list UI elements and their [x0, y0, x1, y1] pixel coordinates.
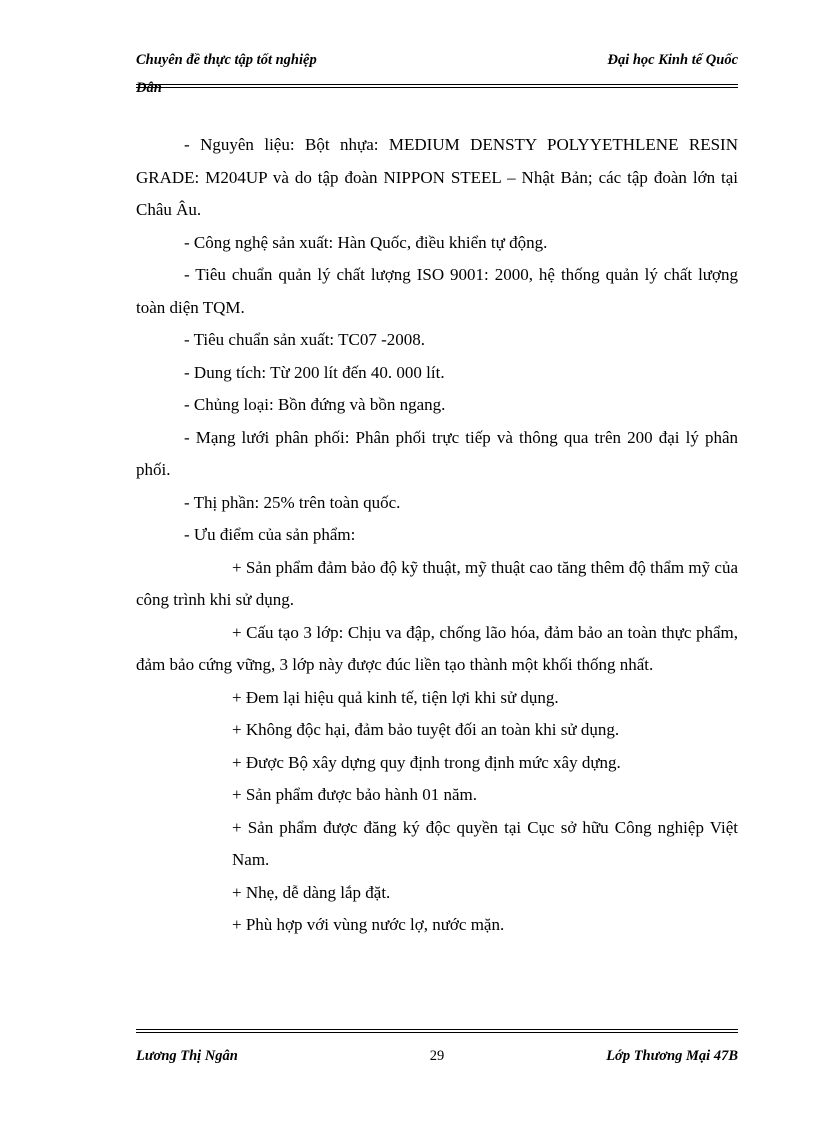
header-right-wrap: Dân — [136, 80, 162, 96]
advantage-item: + Sản phẩm được đăng ký độc quyền tại Cục sở hữu Công nghiệp Việt Nam. — [232, 817, 738, 869]
paragraph-capacity: - Dung tích: Từ 200 lít đến 40. 000 lít. — [184, 362, 445, 382]
paragraph-raw-material: - Nguyên liệu: Bột nhựa: MEDIUM DENSTY POLYYETHLENE RESIN GRADE: M204UP và do tập đoàn NIPPON STEEL – Nhật Bản; các tập đoàn lớn tại Châu Âu. — [136, 135, 738, 219]
paragraph-production-standard: - Tiêu chuẩn sản xuất: TC07 -2008. — [184, 330, 425, 349]
advantage-item: + Phù hợp với vùng nước lợ, nước mặn. — [232, 915, 505, 934]
advantage-item: + Không độc hại, đảm bảo tuyệt đối an toàn khi sử dụng. — [232, 720, 620, 739]
footer-author: Lương Thị Ngân — [136, 1048, 238, 1064]
document-body — [136, 129, 738, 942]
paragraph-market-share: - Thị phần: 25% trên toàn quốc. — [184, 492, 401, 512]
paragraph-quality-standard: - Tiêu chuẩn quản lý chất lượng ISO 9001: 2000, hệ thống quản lý chất lượng toàn diện TQM. — [136, 265, 738, 317]
advantage-item: + Đem lại hiệu quả kinh tế, tiện lợi khi sử dụng. — [232, 687, 559, 707]
header-rule — [136, 84, 738, 88]
footer-class: Lớp Thương Mại 47B — [606, 1048, 738, 1064]
paragraph-technology: - Công nghệ sản xuất: Hàn Quốc, điều khiển tự động. — [184, 232, 548, 252]
advantage-item: + Được Bộ xây dựng quy định trong định mức xây dựng. — [232, 752, 621, 772]
advantage-item: + Sản phẩm được bảo hành 01 năm. — [232, 785, 477, 804]
advantage-item: + Sản phẩm đảm bảo độ kỹ thuật, mỹ thuật cao tăng thêm độ thẩm mỹ của công trình khi sử dụng. — [136, 557, 738, 609]
advantage-item: + Cấu tạo 3 lớp: Chịu va đập, chống lão hóa, đảm bảo an toàn thực phẩm, đảm bảo cứng vững, 3 lớp này được đúc liền tạo thành một khối thống nhất. — [136, 622, 738, 674]
advantage-item: + Nhẹ, dễ dàng lắp đặt. — [232, 882, 391, 902]
footer-rule — [136, 1029, 738, 1033]
header-right-title: Đại học Kinh tế Quốc — [607, 52, 738, 68]
paragraph-distribution: - Mạng lưới phân phối: Phân phối trực tiếp và thông qua trên 200 đại lý phân phối. — [136, 427, 738, 479]
header-left-title: Chuyên đề thực tập tốt nghiệp — [136, 52, 317, 68]
paragraph-types: - Chủng loại: Bồn đứng và bồn ngang. — [184, 395, 446, 414]
paragraph-advantages-heading: - Ưu điểm của sản phẩm: — [184, 525, 356, 544]
page-number: 29 — [429, 1048, 445, 1064]
